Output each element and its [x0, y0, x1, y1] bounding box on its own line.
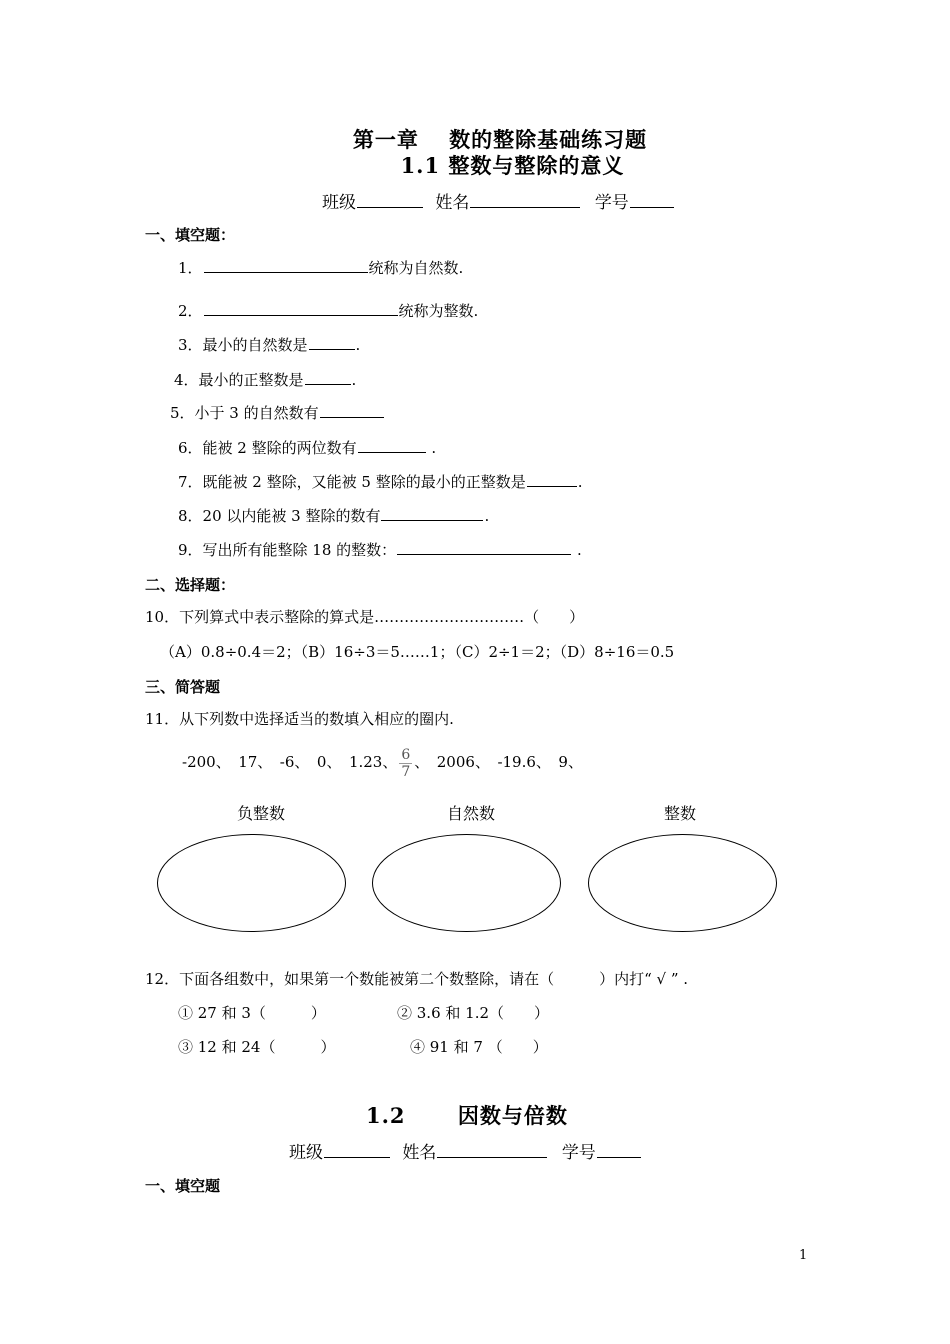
name-label: 姓名: [435, 193, 470, 213]
question-6: [178, 437, 436, 458]
question-5: [170, 402, 385, 423]
question-10: 10．下列算式中表示整除的算式是…………………………（ ）: [145, 608, 585, 626]
q6-blank[interactable]: [358, 438, 426, 453]
name-blank-2[interactable]: [437, 1143, 547, 1158]
info-line: [322, 188, 675, 213]
id-label-2: 学号: [561, 1143, 596, 1163]
q12-option-a: ① 27 和 3（ ）: [178, 1004, 326, 1022]
name-blank[interactable]: [470, 193, 580, 208]
q3-end: .: [355, 336, 361, 354]
section-2-title: [366, 1100, 568, 1130]
q3-text: 3．最小的自然数是: [178, 336, 308, 354]
label-natural-numbers: 自然数: [447, 804, 496, 823]
fraction-numerator: 6: [401, 746, 411, 763]
question-4: [174, 369, 356, 390]
q12-option-b: ② 3.6 和 1.2（ ）: [397, 1004, 550, 1022]
q7-end: .: [577, 473, 583, 491]
id-label: 学号: [594, 193, 629, 213]
question-8: [178, 505, 489, 526]
q6-text: 6．能被 2 整除的两位数有: [178, 439, 357, 457]
class-label: 班级: [322, 193, 356, 213]
q1-blank[interactable]: [204, 258, 368, 273]
q2-number: 2．: [178, 302, 203, 320]
part-heading-choice: 二、选择题：: [145, 576, 236, 594]
id-blank-2[interactable]: [597, 1143, 641, 1158]
name-label-2: 姓名: [402, 1143, 437, 1163]
fraction-denominator: 7: [401, 763, 411, 780]
q12-option-d: ④ 91 和 7 （ ）: [410, 1038, 548, 1056]
q7-text: 7．既能被 2 整除，又能被 5 整除的最小的正整数是: [178, 473, 526, 491]
q8-end: .: [484, 507, 490, 525]
id-blank[interactable]: [630, 193, 674, 208]
q1-text: 统称为自然数.: [368, 259, 464, 277]
label-integers: 整数: [664, 804, 697, 823]
info-line-2: [289, 1138, 642, 1163]
q2-blank[interactable]: [204, 301, 398, 316]
question-12: 12．下面各组数中，如果第一个数能被第二个数整除，请在（ ）内打“ √ ” .: [145, 970, 689, 988]
q9-text: 9．写出所有能整除 18 的整数：: [178, 541, 397, 559]
circle-negative-integers[interactable]: [157, 834, 346, 932]
question-1: [178, 257, 463, 278]
circle-natural-numbers[interactable]: [372, 834, 561, 932]
section-2-title-text: 1.2 因数与倍数: [366, 1103, 568, 1128]
class-blank-2[interactable]: [324, 1143, 390, 1158]
part-heading-fill: 一、填空题：: [145, 226, 236, 244]
q12-option-c: ③ 12 和 24（ ）: [178, 1038, 336, 1056]
q8-blank[interactable]: [381, 506, 483, 521]
q4-end: .: [351, 371, 357, 389]
q9-blank[interactable]: [397, 540, 571, 555]
q1-number: 1．: [178, 259, 203, 277]
part-heading-short-answer: 三、简答题: [145, 678, 221, 696]
q3-blank[interactable]: [309, 335, 355, 350]
chapter-title: 第一章 数的整除基础练习题: [352, 127, 648, 152]
page-number: 1: [799, 1248, 808, 1263]
question-3: [178, 334, 360, 355]
q8-text: 8．20 以内能被 3 整除的数有: [178, 507, 381, 525]
question-2: [178, 300, 478, 321]
q9-end: .: [572, 541, 582, 559]
q7-blank[interactable]: [527, 472, 577, 487]
question-7: [178, 471, 583, 492]
label-negative-integers: 负整数: [237, 804, 286, 823]
question-9: [178, 539, 582, 560]
circle-integers[interactable]: [588, 834, 777, 932]
class-blank[interactable]: [357, 193, 423, 208]
fraction-six-sevenths: [399, 747, 412, 780]
numbers-after: 、 2006、 -19.6、 9、: [414, 753, 583, 771]
question-10-options: （A）0.8÷0.4＝2；（B）16÷3＝5……1；（C）2÷1＝2；（D）8÷16＝0.5: [160, 643, 675, 661]
class-label-2: 班级: [289, 1143, 323, 1163]
numbers-before: -200、 17、 -6、 0、 1.23、: [182, 753, 398, 771]
q4-blank[interactable]: [305, 370, 351, 385]
q5-blank[interactable]: [320, 403, 384, 418]
part-heading-fill-2: 一、填空题: [145, 1177, 221, 1195]
number-list: [182, 740, 583, 784]
section-title: 1.1 整数与整除的意义: [400, 153, 625, 178]
q4-text: 4．最小的正整数是: [174, 371, 304, 389]
q5-text: 5．小于 3 的自然数有: [170, 404, 319, 422]
question-11: 11．从下列数中选择适当的数填入相应的圈内.: [145, 710, 454, 728]
q2-text: 统称为整数.: [398, 302, 479, 320]
q6-end: .: [426, 439, 437, 457]
